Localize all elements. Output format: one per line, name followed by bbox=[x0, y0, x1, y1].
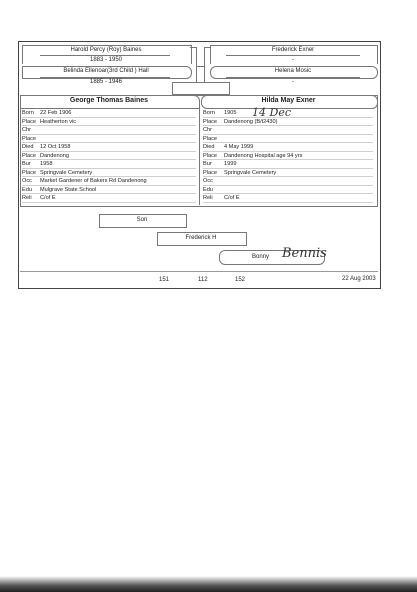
wife-row-value: Dandenong Hospital age 94 yrs bbox=[224, 152, 303, 159]
wife-row-value: Springvale Cemetery bbox=[224, 169, 277, 176]
husband-name: George Thomas Baines bbox=[69, 97, 149, 104]
husband-row-label: Place bbox=[22, 118, 36, 125]
wife-father-name: Frederick Exner bbox=[271, 47, 315, 53]
husband-row-label: Occ bbox=[22, 178, 32, 184]
wife-born-annotation: 14 Dec bbox=[252, 106, 291, 119]
husband-row-label: Edu bbox=[22, 186, 32, 193]
wife-row-value: 1999 bbox=[224, 161, 237, 167]
wife-father-dates: - bbox=[292, 57, 294, 63]
husband-row-label: Born bbox=[22, 110, 34, 116]
child-spouse-annotation: Bennis bbox=[282, 246, 327, 261]
wife-row-value: 4 May 1999 bbox=[224, 144, 254, 150]
husband-row-label: Bur bbox=[22, 161, 31, 167]
husband-row-label: Died bbox=[22, 144, 34, 150]
husband-father-dates: 1883 - 1950 bbox=[89, 57, 123, 63]
wife-row-value: 1905 bbox=[224, 110, 237, 116]
husband-row-value: Dandenong bbox=[40, 152, 69, 159]
child-spouse-name: Bonny bbox=[252, 254, 270, 260]
wife-row-value: Dandenong (B/t2430) bbox=[224, 118, 278, 125]
husband-row-value: 12 Oct 1958 bbox=[40, 144, 71, 150]
footer-ref-1: 151 bbox=[159, 277, 170, 283]
footer-ref-3: 152 bbox=[235, 277, 246, 283]
husband-row-value: Mulgrave State School bbox=[40, 186, 97, 193]
husband-row-value: Springvale Cemetery bbox=[40, 169, 93, 176]
child-name: Frederick H bbox=[185, 235, 217, 241]
wife-row-value: C/of E bbox=[224, 195, 240, 201]
wife-name: Hilda May Exner bbox=[261, 97, 316, 104]
wife-row-label: Born bbox=[203, 110, 215, 116]
husband-row-label: Chr bbox=[22, 127, 32, 133]
husband-row-label: Place bbox=[22, 152, 36, 159]
scan-edge bbox=[0, 576, 417, 592]
wife-mother-dates: - bbox=[292, 79, 294, 85]
husband-mother-dates: 1885 - 1946 bbox=[89, 79, 123, 85]
child-relation: Son bbox=[136, 217, 148, 223]
wife-row-label: Occ bbox=[203, 178, 213, 184]
footer-ref-2: 112 bbox=[198, 277, 208, 283]
wife-row-label: Edu bbox=[203, 186, 213, 193]
husband-row-value: Market Gardener of Bakers Rd Dandenong bbox=[40, 178, 147, 184]
husband-row-value: Heatherton vic bbox=[40, 118, 77, 125]
husband-row-label: Place bbox=[22, 169, 36, 176]
husband-father-name: Harold Percy (Roy) Baines bbox=[70, 47, 142, 53]
husband-row-value: 1958 bbox=[40, 161, 53, 167]
husband-row-label: Place bbox=[22, 135, 36, 142]
wife-mother-name: Helena Mosic bbox=[274, 68, 312, 74]
wife-row-label: Place bbox=[203, 152, 217, 159]
wife-row-label: Place bbox=[203, 169, 217, 176]
wife-row-label: Chr bbox=[203, 127, 213, 133]
husband-row-label: Reli bbox=[22, 195, 32, 201]
wife-row-label: Died bbox=[203, 144, 215, 150]
husband-mother-name: Belinda Ellenoar(3rd Child ) Hall bbox=[63, 68, 149, 74]
husband-row-value: 22 Feb 1906 bbox=[40, 110, 72, 116]
husband-row-value: C/of E bbox=[40, 195, 56, 201]
wife-row-label: Reli bbox=[203, 195, 213, 201]
wife-row-label: Place bbox=[203, 118, 217, 125]
footer-date: 22 Aug 2003 bbox=[342, 276, 376, 282]
wife-row-label: Bur bbox=[203, 161, 212, 167]
wife-row-label: Place bbox=[203, 135, 217, 142]
